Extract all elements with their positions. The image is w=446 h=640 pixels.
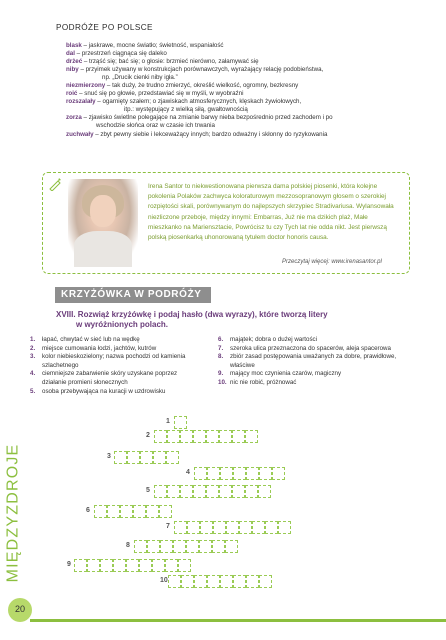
crossword-cell[interactable] — [114, 451, 127, 464]
crossword-cell[interactable] — [140, 451, 153, 464]
crossword-cell[interactable] — [193, 430, 206, 443]
glossary-entry: roić – snuć się po głowie, przedstawiać się w myśli, w wyobraźni — [66, 90, 244, 98]
crossword-number: 4 — [186, 469, 190, 476]
crossword-cell[interactable] — [187, 521, 200, 534]
read-more-link[interactable]: Przeczytaj więcej: www.irenasantor.pl — [282, 259, 382, 265]
crossword-cell[interactable] — [167, 485, 180, 498]
crossword-number: 6 — [86, 507, 90, 514]
crossword-cell[interactable] — [166, 451, 179, 464]
crossword-cell[interactable] — [246, 575, 259, 588]
side-label: MIĘDZYZDROJE — [4, 443, 22, 583]
crossword-cell[interactable] — [153, 451, 166, 464]
task-line-1: XVIII. Rozwiąż krzyżówkę i podaj hasło (dwa wyrazy), które tworzą litery — [56, 310, 328, 319]
crossword-cell[interactable] — [174, 521, 187, 534]
crossword-cell[interactable] — [186, 540, 199, 553]
crossword-cell[interactable] — [232, 485, 245, 498]
crossword-cell[interactable] — [245, 430, 258, 443]
crossword-cell[interactable] — [252, 521, 265, 534]
crossword-cell[interactable] — [107, 505, 120, 518]
crossword-cell[interactable] — [126, 559, 139, 572]
crossword-number: 1 — [166, 418, 170, 425]
glossary-entry: dal – przestrzeń ciągnąca się daleko — [66, 50, 167, 58]
crossword-cell[interactable] — [87, 559, 100, 572]
crossword-cell[interactable] — [226, 521, 239, 534]
crossword-cell[interactable] — [246, 467, 259, 480]
crossword-cell[interactable] — [194, 575, 207, 588]
crossword-cell[interactable] — [154, 430, 167, 443]
crossword-cell[interactable] — [147, 540, 160, 553]
crossword-cell[interactable] — [181, 575, 194, 588]
crossword-cell[interactable] — [212, 540, 225, 553]
crossword-cell[interactable] — [207, 467, 220, 480]
crossword-cell[interactable] — [168, 575, 181, 588]
glossary-entry: drżeć – trząść się; bać się; o głosie: brzmieć nierówno, załamywać się — [66, 58, 259, 66]
crossword-cell[interactable] — [233, 467, 246, 480]
crossword-cell[interactable] — [194, 467, 207, 480]
crossword-number: 2 — [146, 432, 150, 439]
glossary-entry-cont: np. „Drucik cienki niby igła.” — [102, 74, 178, 82]
crossword-cell[interactable] — [154, 485, 167, 498]
crossword-cell[interactable] — [258, 485, 271, 498]
crossword-cell[interactable] — [174, 416, 187, 429]
glossary-entry: zuchwały – zbyt pewny siebie i lekceważący innych; bardzo odważny i skłonny do ryzykowania — [66, 130, 328, 138]
clue-item: 9. mający moc czynienia czarów, magiczny — [218, 370, 342, 378]
crossword-number: 8 — [126, 542, 130, 549]
crossword-cell[interactable] — [239, 521, 252, 534]
crossword-cell[interactable] — [232, 430, 245, 443]
crossword-cell[interactable] — [134, 540, 147, 553]
crossword-cell[interactable] — [74, 559, 87, 572]
crossword-cell[interactable] — [259, 467, 272, 480]
clue-item: 2. miejsce cumowania łodzi, jachtów, kutrów — [30, 344, 157, 352]
crossword-cell[interactable] — [259, 575, 272, 588]
crossword-cell[interactable] — [272, 467, 285, 480]
crossword-cell[interactable] — [225, 540, 238, 553]
crossword-cell[interactable] — [178, 559, 191, 572]
crossword-cell[interactable] — [207, 575, 220, 588]
page-number: 20 — [14, 604, 25, 614]
crossword-cell[interactable] — [206, 485, 219, 498]
glossary-entry: rozszalały – ogarnięty szałem; o zjawiskach atmosferycznych, klęskach żywiołowych, — [66, 98, 302, 106]
crossword-cell[interactable] — [146, 505, 159, 518]
crossword-number: 5 — [146, 487, 150, 494]
crossword-cell[interactable] — [219, 430, 232, 443]
clue-item: 6. majątek; dobra o dużej wartości — [218, 336, 318, 343]
crossword-number: 10 — [160, 577, 168, 584]
crossword-cell[interactable] — [165, 559, 178, 572]
crossword-cell[interactable] — [152, 559, 165, 572]
section-banner-label: KRZYŻÓWKA W PODRÓŻY — [61, 289, 202, 300]
crossword-cell[interactable] — [200, 521, 213, 534]
task-line-2: w wyróżnionych polach. — [76, 320, 169, 329]
crossword-cell[interactable] — [199, 540, 212, 553]
clue-item: 10. nic nie robić, próżnować — [218, 378, 297, 386]
crossword-cell[interactable] — [139, 559, 152, 572]
crossword-cell[interactable] — [160, 540, 173, 553]
crossword-cell[interactable] — [180, 430, 193, 443]
bio-text: Irena Santor to niekwestionowana pierwsza dama polskiej piosenki, która kolejne pokolenia Polaków zachwyca koloraturowym mezzosopranowym głosem o szerokiej rozpiętości skali, porównywanym do najlepszych skrzypiec Stradivariusa. Wylansowała niezliczone przeboje, między innymi: Embarras, Już nie ma dzikich plaż, Małe mieszkanko na Mariensztacie, Powrócisz tu czy Tych lat nie odda nikt. Jest pierwszą polską piosenkarką uhonorowaną tytułem doctor honoris causa. — [148, 183, 394, 242]
crossword-cell[interactable] — [206, 430, 219, 443]
crossword-cell[interactable] — [94, 505, 107, 518]
glossary-entry: niby – przyimek używany w konstrukcjach porównawczych, wyrażający relację podobieństwa, — [66, 66, 324, 74]
crossword-cell[interactable] — [233, 575, 246, 588]
crossword-cell[interactable] — [120, 505, 133, 518]
page-number-badge — [8, 598, 32, 622]
crossword-cell[interactable] — [180, 485, 193, 498]
crossword-cell[interactable] — [159, 505, 172, 518]
clue-item: 1. łapać, chwytać w sieć lub na wędkę — [30, 336, 140, 343]
glossary-entry: zorza – zjawisko świetlne polegające na zmianie barwy nieba bezpośrednio przed zachodem i po — [66, 114, 333, 122]
crossword-cell[interactable] — [100, 559, 113, 572]
crossword-cell[interactable] — [127, 451, 140, 464]
crossword-cell[interactable] — [219, 485, 232, 498]
crossword-number: 3 — [107, 453, 111, 460]
glossary-entry: blask – jaskrawe, mocne światło; świetność, wspaniałość — [66, 42, 224, 49]
crossword-cell[interactable] — [220, 467, 233, 480]
page-footer-line — [30, 619, 446, 622]
crossword-cell[interactable] — [213, 521, 226, 534]
glossary-entry-cont: wschodzie słońca oraz w czasie ich trwania — [96, 122, 215, 130]
crossword-cell[interactable] — [245, 485, 258, 498]
clue-item: 4. ciemniejsze zabarwienie skóry uzyskane poprzez działanie promieni słonecznych — [30, 370, 178, 386]
clue-item: 7. szeroka ulica przeznaczona do spacerów, aleja spacerowa — [218, 344, 391, 352]
glossary-entry-cont: itp.: występujący z wielką siłą, gwałtownością — [124, 106, 248, 114]
page-header-title: PODRÓŻE PO POLSCE — [56, 23, 153, 32]
crossword-cell[interactable] — [193, 485, 206, 498]
crossword-cell[interactable] — [265, 521, 278, 534]
crossword-cell[interactable] — [167, 430, 180, 443]
clue-item: 5. osoba przebywająca na kuracji w uzdrowisku — [30, 387, 166, 395]
glossary-entry: niezmierzony – tak duży, że trudno zmierzyć, określić wielkość, ogromny, bezkresny — [66, 82, 299, 90]
crossword-number: 7 — [166, 523, 170, 530]
clue-item: 8. zbiór zasad postępowania uważanych za dobre, prawidłowe, właściwe — [218, 353, 397, 369]
crossword-cell[interactable] — [173, 540, 186, 553]
crossword-number: 9 — [67, 561, 71, 568]
crossword-cell[interactable] — [278, 521, 291, 534]
crossword-cell[interactable] — [220, 575, 233, 588]
crossword-cell[interactable] — [113, 559, 126, 572]
crossword-cell[interactable] — [133, 505, 146, 518]
clue-item: 3. kolor niebieskozielony; nazwa pochodzi od kamienia szlachetnego — [30, 353, 186, 369]
